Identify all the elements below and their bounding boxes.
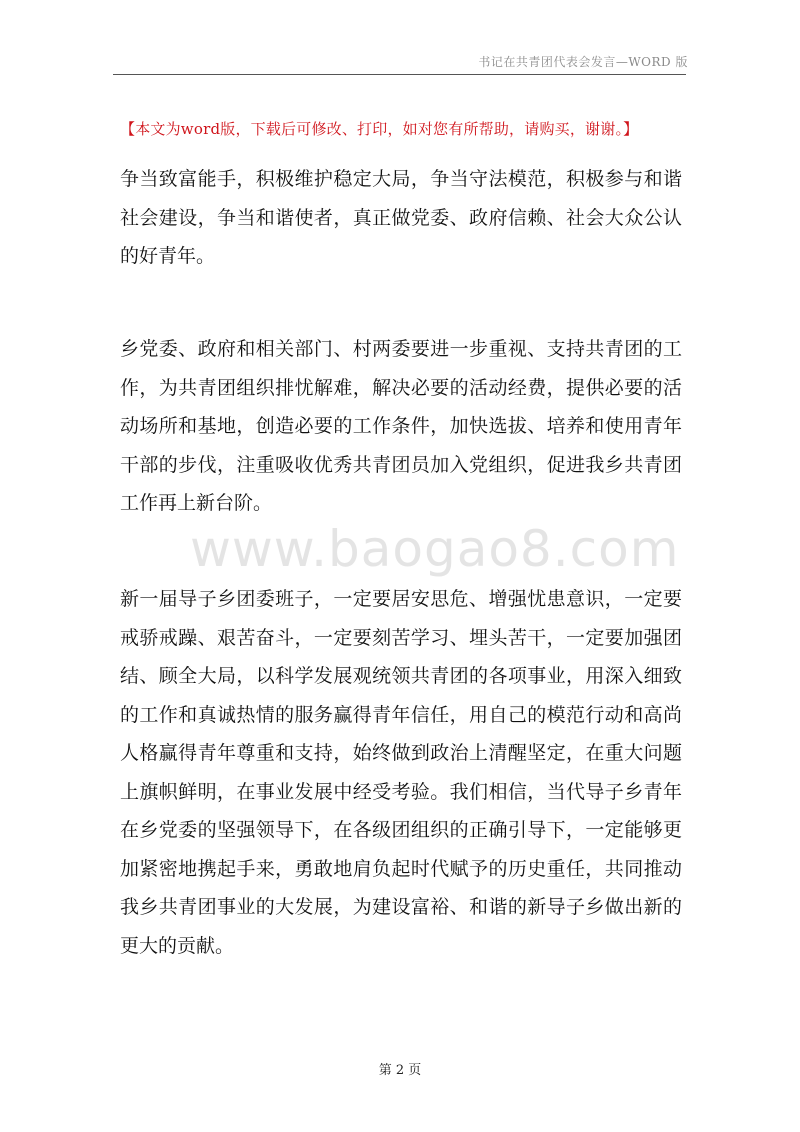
purchase-notice: 【本文为word版，下载后可修改、打印，如对您有所帮助，请购买，谢谢。】	[120, 120, 639, 138]
paragraph-1: 争当致富能手，积极维护稳定大局，争当守法模范，积极参与和谐社会建设，争当和谐使者，真正做党委、政府信赖、社会大众公认的好青年。	[120, 168, 682, 267]
paragraph-3: 新一届导子乡团委班子，一定要居安思危、增强忧患意识，一定要戒骄戒躁、艰苦奋斗，一定要刻苦学习、埋头苦干，一定要加强团结、顾全大局，以科学发展观统领共青团的各项事业，用深入细致的工作和真诚热情的服务赢得青年信任，用自己的模范行动和高尚人格赢得青年尊重和支持，始终做到政治上清醒坚定，在重大问题上旗帜鲜明，在事业发展中经受考验。我们相信，当代导子乡青年在乡党委的坚强领导下，在各级团组织的正确引导下，一定能够更加紧密地携起手来，勇敢地肩负起时代赋予的历史重任，共同推动我乡共青团事业的大发展，为建设富裕、和谐的新导子乡做出新的更大的贡献。	[120, 588, 682, 957]
header-rule	[113, 74, 686, 75]
paragraph-2: 乡党委、政府和相关部门、村两委要进一步重视、支持共青团的工作，为共青团组织排忧解难，解决必要的活动经费，提供必要的活动场所和基地，创造必要的工作条件，加快选拔、培养和使用青年干部的步伐，注重吸收优秀共青团员加入党组织，促进我乡共青团工作再上新台阶。	[120, 338, 682, 514]
watermark: www.baogao8.com	[190, 520, 680, 578]
page-number: 第 2 页	[378, 1063, 422, 1078]
header-title: 书记在共青团代表会发言—WORD 版	[478, 55, 688, 69]
